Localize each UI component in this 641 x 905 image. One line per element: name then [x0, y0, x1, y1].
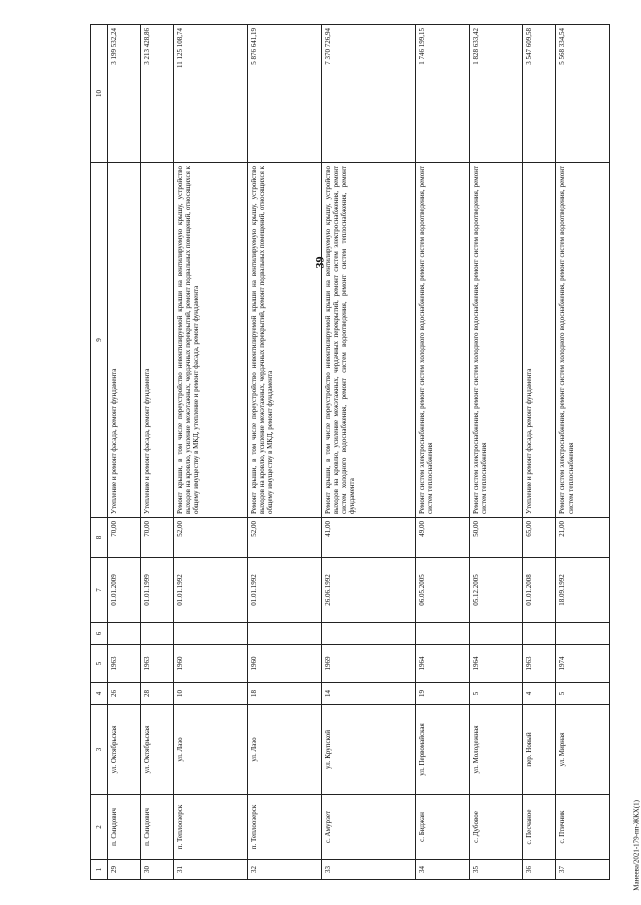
table-row [174, 25, 248, 880]
settlement-cell: с. Птичник [556, 795, 610, 860]
row-number-cell: 29 [108, 860, 141, 880]
wear-percent-cell: 70,00 [108, 518, 141, 558]
column-header-2: 2 [91, 795, 108, 860]
repair-works-cell: Утепление и ремонт фасада, ремонт фундамента [141, 163, 174, 518]
construction-year-cell: 1964 [469, 645, 523, 683]
row-number-cell: 33 [322, 860, 416, 880]
rotated-table-container [90, 25, 610, 880]
construction-year-cell: 1964 [416, 645, 470, 683]
empty-cell [248, 623, 322, 645]
row-number-cell: 34 [416, 860, 470, 880]
row-number-cell: 31 [174, 860, 248, 880]
repair-works-cell: Ремонт систем электроснабжения, ремонт систем холодного водоснабжения, ремонт систем водоотведения, ремонт систем теплоснабжения [556, 163, 610, 518]
table-row [322, 25, 416, 880]
settlement-cell: п. Теплоозерск [174, 795, 248, 860]
date-cell: 01.01.1992 [174, 558, 248, 623]
column-header-6: 6 [91, 623, 108, 645]
construction-year-cell: 1960 [248, 645, 322, 683]
column-header-3: 3 [91, 705, 108, 795]
empty-cell [523, 623, 556, 645]
empty-cell [174, 623, 248, 645]
repair-works-cell: Утепление и ремонт фасада, ремонт фундамента [108, 163, 141, 518]
construction-year-cell: 1960 [174, 645, 248, 683]
column-header-8: 8 [91, 518, 108, 558]
repair-works-cell: Ремонт крыши, в том числе переустройство невентилируемой крыши на вентилируемую крышу, устройство выходов на кровлю, усиление межэтажных, чердачных перекрытий, ремонт подвальных помещений, относящихся к общему имуществу в МКД, утепление и ремонт фасада, ремонт фундамента [174, 163, 248, 518]
wear-percent-cell: 41,00 [322, 518, 416, 558]
empty-cell [141, 623, 174, 645]
settlement-cell: с. Дубовое [469, 795, 523, 860]
empty-cell [469, 623, 523, 645]
date-cell: 26.06.1992 [322, 558, 416, 623]
house-number-cell: 14 [322, 683, 416, 705]
table-row [141, 25, 174, 880]
date-cell: 05.12.2005 [469, 558, 523, 623]
column-header-1: 1 [91, 860, 108, 880]
column-header-9: 9 [91, 163, 108, 518]
construction-year-cell: 1963 [108, 645, 141, 683]
row-number-cell: 32 [248, 860, 322, 880]
settlement-cell: с. Песчаное [523, 795, 556, 860]
table-row [556, 25, 610, 880]
construction-year-cell: 1974 [556, 645, 610, 683]
cost-cell: 3 199 532,24 [108, 25, 141, 163]
document-footer: Манеева/2021-179-пп-ЖКХ(1) [633, 800, 641, 891]
date-cell: 01.01.2008 [523, 558, 556, 623]
date-cell: 01.01.2009 [108, 558, 141, 623]
house-number-cell: 26 [108, 683, 141, 705]
repair-works-cell: Ремонт крыши, в том числе переустройство невентилируемой крыши на вентилируемую крышу, устройство выходов на кровлю, усиление межэтажных, чердачных перекрытий, ремонт систем электроснабжения, ремонт систем холодного водоснабжения, ремонт систем водоотведения, ремонт систем теплоснабжения, ремонт фундамента [322, 163, 416, 518]
house-number-cell: 5 [556, 683, 610, 705]
table-row [416, 25, 470, 880]
column-header-5: 5 [91, 645, 108, 683]
cost-cell: 5 568 334,54 [556, 25, 610, 163]
settlement-cell: п. Смидович [108, 795, 141, 860]
cost-cell: 7 370 726,94 [322, 25, 416, 163]
house-number-cell: 28 [141, 683, 174, 705]
table-row [523, 25, 556, 880]
table-body [108, 25, 610, 880]
house-number-cell: 19 [416, 683, 470, 705]
wear-percent-cell: 49,00 [416, 518, 470, 558]
empty-cell [556, 623, 610, 645]
empty-cell [322, 623, 416, 645]
empty-cell [416, 623, 470, 645]
date-cell: 01.01.1999 [141, 558, 174, 623]
street-cell: ул. Мирная [556, 705, 610, 795]
cost-cell: 3 547 609,58 [523, 25, 556, 163]
wear-percent-cell: 52,00 [248, 518, 322, 558]
house-number-cell: 4 [523, 683, 556, 705]
empty-cell [108, 623, 141, 645]
column-header-4: 4 [91, 683, 108, 705]
table-row [248, 25, 322, 880]
house-number-cell: 5 [469, 683, 523, 705]
cost-cell: 5 876 641,19 [248, 25, 322, 163]
wear-percent-cell: 65,00 [523, 518, 556, 558]
column-header-7: 7 [91, 558, 108, 623]
repair-program-table [90, 24, 610, 880]
date-cell: 06.05.2005 [416, 558, 470, 623]
street-cell: ул. Крупской [322, 705, 416, 795]
table-row [469, 25, 523, 880]
street-cell: ул. Октябрьская [141, 705, 174, 795]
row-number-cell: 30 [141, 860, 174, 880]
street-cell: ул. Октябрьская [108, 705, 141, 795]
date-cell: 18.09.1992 [556, 558, 610, 623]
cost-cell: 3 213 428,86 [141, 25, 174, 163]
settlement-cell: с. Амурзет [322, 795, 416, 860]
wear-percent-cell: 50,00 [469, 518, 523, 558]
repair-works-cell: Ремонт систем электроснабжения, ремонт систем холодного водоснабжения, ремонт систем водоотведения, ремонт систем теплоснабжения [416, 163, 470, 518]
construction-year-cell: 1969 [322, 645, 416, 683]
street-cell: ул. Лазо [248, 705, 322, 795]
wear-percent-cell: 70,00 [141, 518, 174, 558]
row-number-cell: 35 [469, 860, 523, 880]
settlement-cell: п. Теплоозерск [248, 795, 322, 860]
construction-year-cell: 1963 [141, 645, 174, 683]
cost-cell: 11 125 108,74 [174, 25, 248, 163]
street-cell: пер. Новый [523, 705, 556, 795]
column-header-10: 10 [91, 25, 108, 163]
wear-percent-cell: 52,00 [174, 518, 248, 558]
header-row [91, 25, 108, 880]
repair-works-cell: Утепление и ремонт фасада, ремонт фундамента [523, 163, 556, 518]
street-cell: ул. Молодежная [469, 705, 523, 795]
cost-cell: 1 828 633,42 [469, 25, 523, 163]
table-row [108, 25, 141, 880]
house-number-cell: 10 [174, 683, 248, 705]
street-cell: ул. Лазо [174, 705, 248, 795]
house-number-cell: 18 [248, 683, 322, 705]
repair-works-cell: Ремонт систем электроснабжения, ремонт систем холодного водоснабжения, ремонт систем водоотведения, ремонт систем теплоснабжения [469, 163, 523, 518]
settlement-cell: п. Смидович [141, 795, 174, 860]
cost-cell: 1 746 199,15 [416, 25, 470, 163]
settlement-cell: с. Биджан [416, 795, 470, 860]
date-cell: 01.01.1992 [248, 558, 322, 623]
row-number-cell: 37 [556, 860, 610, 880]
page-number: 39 [312, 256, 326, 269]
wear-percent-cell: 21,00 [556, 518, 610, 558]
row-number-cell: 36 [523, 860, 556, 880]
repair-works-cell: Ремонт крыши, в том числе переустройство невентилируемой крыши на вентилируемую крышу, устройство выходов на кровлю, усиление межэтажных, чердачных перекрытий, ремонт подвальных помещений, относящихся к общему имуществу в МКД, ремонт фундамента [248, 163, 322, 518]
street-cell: ул. Первомайская [416, 705, 470, 795]
construction-year-cell: 1963 [523, 645, 556, 683]
